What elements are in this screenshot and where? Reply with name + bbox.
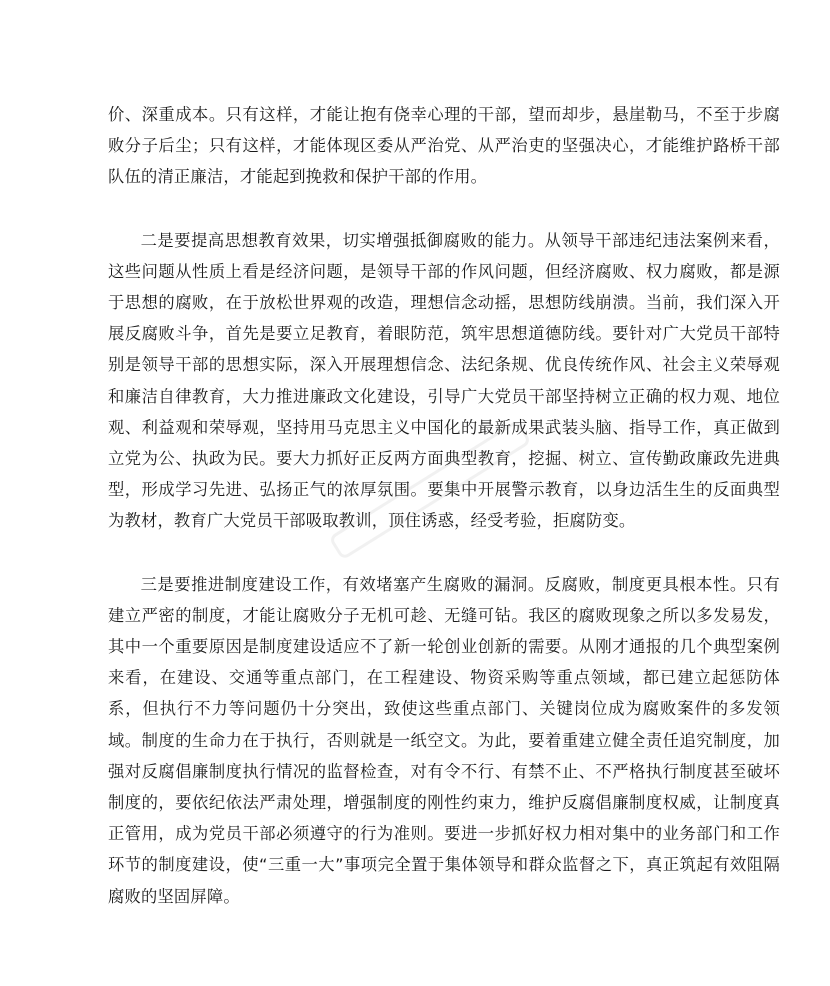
paragraph-gap — [108, 537, 780, 569]
paragraph-system-building: 三是要推进制度建设工作，有效堵塞产生腐败的漏洞。反腐败，制度更具根本性。只有建立严密的制度，才能让腐败分子无机可趁、无缝可钻。我区的腐败现象之所以多发易发，其中一个重要原因是制度建设适应不了新一轮创业创新的需要。从刚才通报的几个典型案例来看，在建设、交通等重点部门，在工程建设、物资采购等重点领域，都已建立起惩防体系，但执行不力等问题仍十分突出，致使这些重点部门、关键岗位成为腐败案件的多发领域。制度的生命力在于执行，否则就是一纸空文。为此，要着重建立健全责任追究制度，加强对反腐倡廉制度执行情况的监督检查，对有令不行、有禁不止、不严格执行制度甚至破坏制度的，要依纪依法严肃处理，增强制度的刚性约束力，维护反腐倡廉制度权威，让制度真正管用，成为党员干部必须遵守的行为准则。要进一步抓好权力相对集中的业务部门和工作环节的制度建设，使“三重一大”事项完全置于集体领导和群众监督之下，真正筑起有效阻隔腐败的坚固屏障。 — [108, 574, 780, 906]
document-body — [108, 99, 780, 912]
paragraph-continuation: 价、深重成本。只有这样，才能让抱有侥幸心理的干部，望而却步，悬崖勒马，不至于步腐败分子后尘；只有这样，才能体现区委从严治党、从严治吏的坚强决心，才能维护路桥干部队伍的清正廉洁，才能起到挽救和保护干部的作用。 — [108, 105, 780, 187]
paragraph-gap — [108, 193, 780, 225]
paragraph-thought-education: 二是要提高思想教育效果，切实增强抵御腐败的能力。从领导干部违纪违法案例来看，这些问题从性质上看是经济问题，是领导干部的作风问题，但经济腐败、权力腐败，都是源于思想的腐败，在于放松世界观的改造，理想信念动摇，思想防线崩溃。当前，我们深入开展反腐败斗争，首先是要立足教育，着眼防范，筑牢思想道德防线。要针对广大党员干部特别是领导干部的思想实际，深入开展理想信念、法纪条规、优良传统作风、社会主义荣辱观和廉洁自律教育，大力推进廉政文化建设，引导广大党员干部坚持树立正确的权力观、地位观、利益观和荣辱观，坚持用马克思主义中国化的最新成果武装头脑、指导工作，真正做到立党为公、执政为民。要大力抓好正反两方面典型教育，挖掘、树立、宣传勤政廉政先进典型，形成学习先进、弘扬正气的浓厚氛围。要集中开展警示教育，以身边活生生的反面典型为教材，教育广大党员干部吸取教训，顶住诱惑，经受考验，拒腐防变。 — [108, 230, 780, 531]
